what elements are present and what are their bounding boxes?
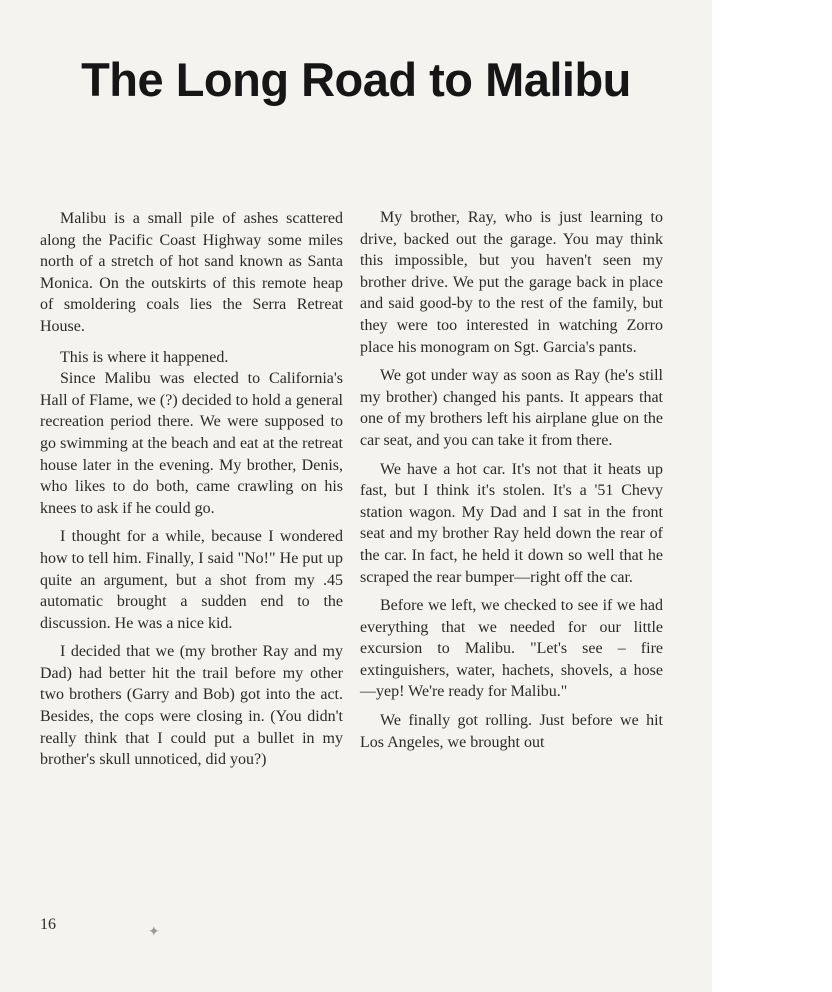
paragraph: I decided that we (my brother Ray and my Dad) had better hit the trail before my other two brothers (Garry and Bob) got into the act. Besides, the cops were closing in. (You didn't really think that I could put a bullet in my brother's skull unnoticed, did you?) — [40, 643, 343, 769]
paragraph: We got under way as soon as Ray (he's still my brother) changed his pants. It appears that one of my brothers left his airplane glue on the car seat, and you can take it from there. — [360, 367, 663, 449]
paragraph: My brother, Ray, who is just learning to drive, backed out the garage. You may think this impossible, but you haven't seen my brother drive. We put the garage back in place and said good-by to the rest of the family, but they were too interested in watching Zorro place his monogram on Sgt. Garcia's pants. — [360, 209, 663, 356]
paragraph: We finally got rolling. Just before we hit Los Angeles, we brought out — [360, 712, 663, 751]
paragraph: This is where it happened. — [60, 348, 229, 366]
ink-smudge-icon: ✦ — [148, 924, 160, 940]
paragraph: We have a hot car. It's not that it heats up fast, but I think it's stolen. It's a '51 Chevy station wagon. My Dad and I sat in the front seat and my brother Ray held down the rear of the car. In fact, he held it down so well that he scraped the rear bumper—right off the car. — [360, 460, 663, 586]
paragraph: Before we left, we checked to see if we had everything that we needed for our little excursion to Malibu. "Let's see – fire extinguishers, water, hachets, shovels, a hose—yep! We're ready for Malibu." — [360, 597, 663, 701]
paragraph: Since Malibu was elected to California's Hall of Flame, we (?) decided to hold a general recreation period there. We were supposed to go swimming at the beach and eat at the retreat house later in the evening. My brother, Denis, who likes to do both, came crawling on his knees to ask if he could go. — [40, 370, 343, 517]
paragraph: Malibu is a small pile of ashes scattered along the Pacific Coast Highway some miles north of a stretch of hot sand known as Santa Monica. On the outskirts of this remote heap of smoldering coals lies the Serra Retreat House. — [40, 210, 343, 335]
page-number: 16 — [40, 916, 56, 933]
article-title: The Long Road to Malibu — [81, 53, 631, 106]
left-column — [40, 208, 343, 778]
paragraph: I thought for a while, because I wondered how to tell him. Finally, I said "No!" He put up quite an argument, but a shot from my .45 automatic brought a sudden end to the discussion. He was a nice kid. — [40, 528, 343, 632]
right-column — [360, 207, 663, 760]
